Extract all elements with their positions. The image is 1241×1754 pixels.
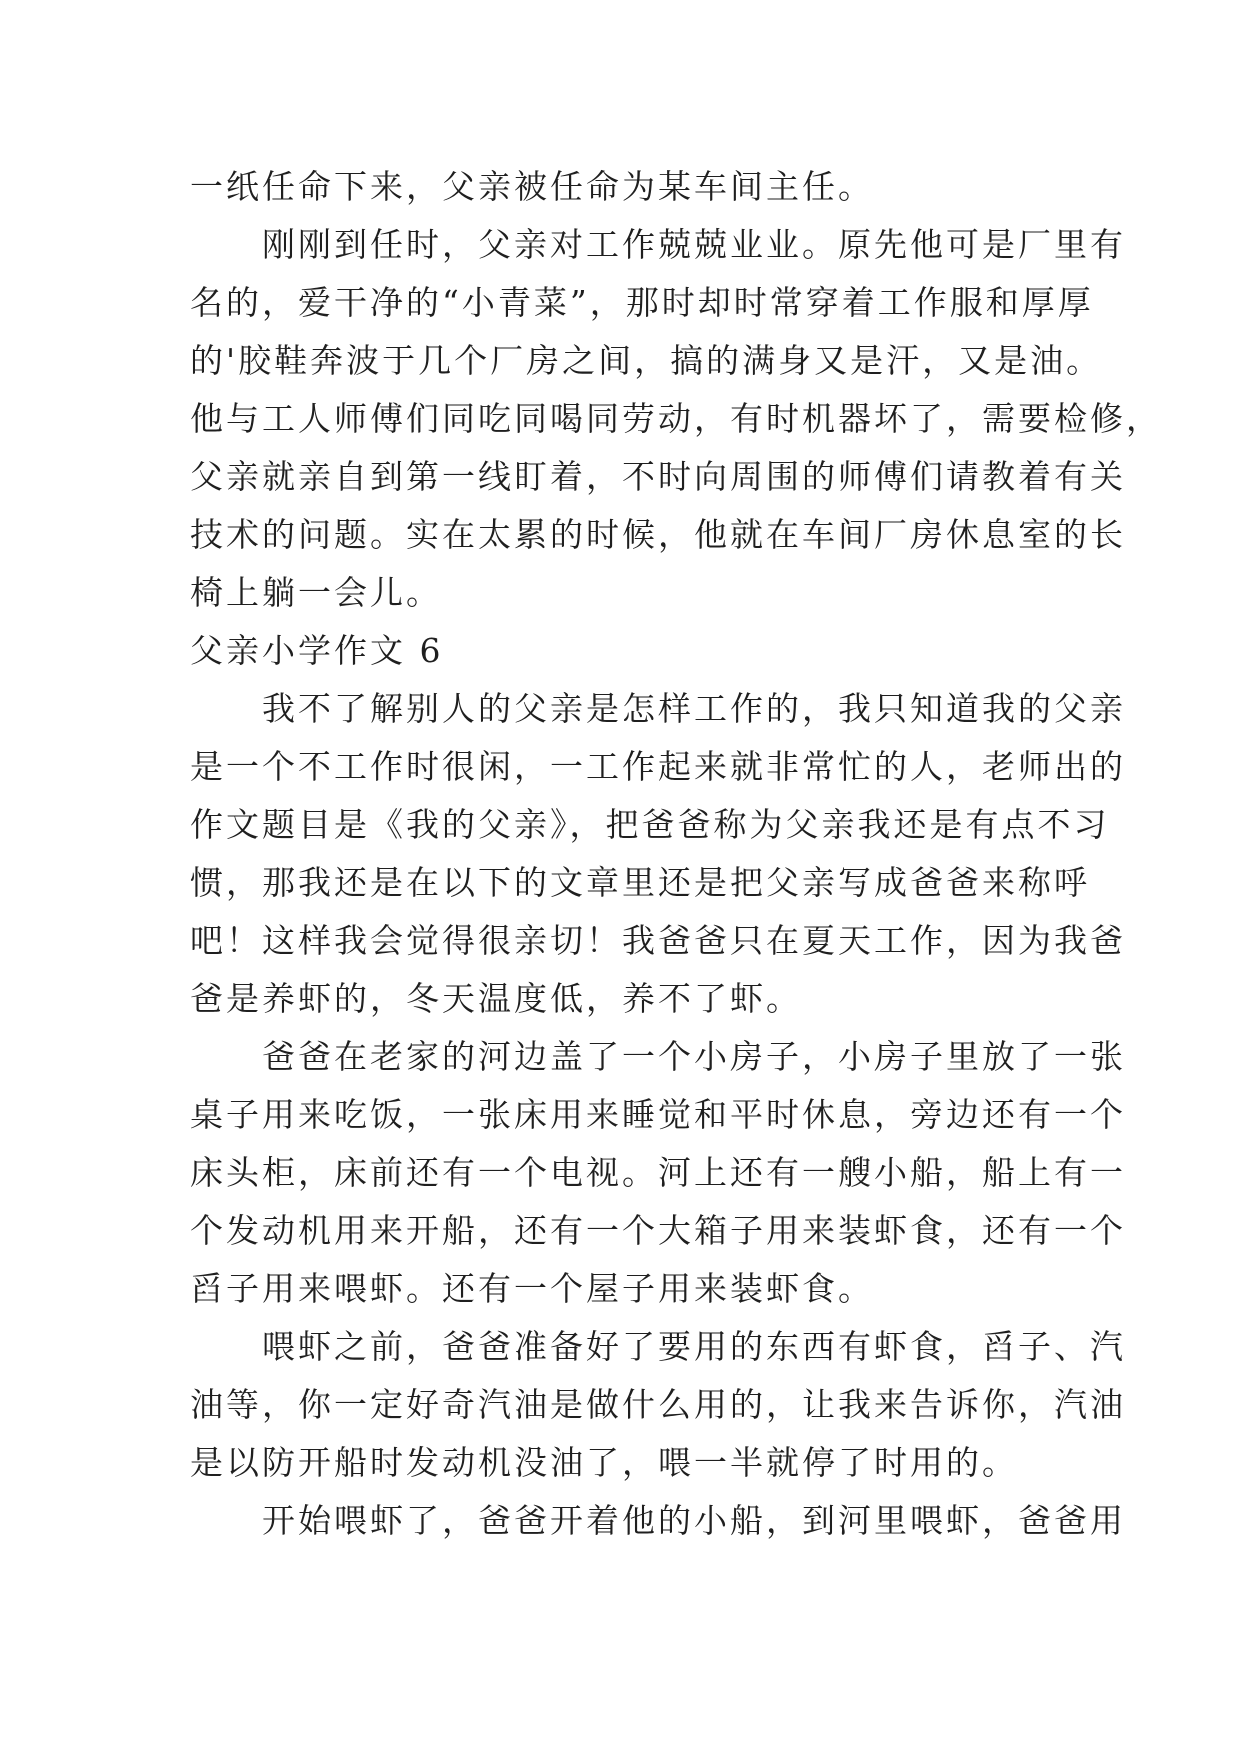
section-heading: 父亲小学作文 6 [190, 631, 444, 670]
text-line: 的'胶鞋奔波于几个厂房之间，搞的满身又是汗，又是油。 [190, 341, 1103, 380]
text-line: 个发动机用来开船，还有一个大箱子用来装虾食，还有一个 [190, 1211, 1126, 1250]
document-body [190, 158, 1162, 1550]
text-line: 床头柜，床前还有一个电视。河上还有一艘小船，船上有一 [190, 1153, 1126, 1192]
text-line: 舀子用来喂虾。还有一个屋子用来装虾食。 [190, 1269, 874, 1308]
text-line: 桌子用来吃饭，一张床用来睡觉和平时休息，旁边还有一个 [190, 1095, 1126, 1134]
text-line: 刚刚到任时，父亲对工作兢兢业业。原先他可是厂里有 [190, 225, 1126, 264]
text-line: 爸爸在老家的河边盖了一个小房子，小房子里放了一张 [190, 1037, 1126, 1076]
text-line: 椅上躺一会儿。 [190, 573, 442, 612]
text-line: 喂虾之前，爸爸准备好了要用的东西有虾食，舀子、汽 [190, 1327, 1126, 1366]
text-line: 他与工人师傅们同吃同喝同劳动，有时机器坏了，需要检修， [190, 399, 1162, 438]
text-line: 油等，你一定好奇汽油是做什么用的，让我来告诉你，汽油 [190, 1385, 1126, 1424]
text-line: 名的，爱干净的“小青菜”，那时却时常穿着工作服和厚厚 [190, 283, 1094, 322]
text-line: 开始喂虾了，爸爸开着他的小船，到河里喂虾，爸爸用 [190, 1501, 1126, 1540]
text-line: 是以防开船时发动机没油了，喂一半就停了时用的。 [190, 1443, 1018, 1482]
text-line: 父亲就亲自到第一线盯着，不时向周围的师傅们请教着有关 [190, 457, 1126, 496]
text-line: 惯，那我还是在以下的文章里还是把父亲写成爸爸来称呼 [190, 863, 1090, 902]
text-line: 作文题目是《我的父亲》，把爸爸称为父亲我还是有点不习 [190, 805, 1110, 844]
text-line: 我不了解别人的父亲是怎样工作的，我只知道我的父亲 [190, 689, 1126, 728]
text-line: 吧！这样我会觉得很亲切！我爸爸只在夏天工作，因为我爸 [190, 921, 1126, 960]
text-line: 技术的问题。实在太累的时候，他就在车间厂房休息室的长 [190, 515, 1126, 554]
text-line: 爸是养虾的，冬天温度低，养不了虾。 [190, 979, 802, 1018]
text-line: 一纸任命下来，父亲被任命为某车间主任。 [190, 167, 874, 206]
text-line: 是一个不工作时很闲，一工作起来就非常忙的人，老师出的 [190, 747, 1126, 786]
